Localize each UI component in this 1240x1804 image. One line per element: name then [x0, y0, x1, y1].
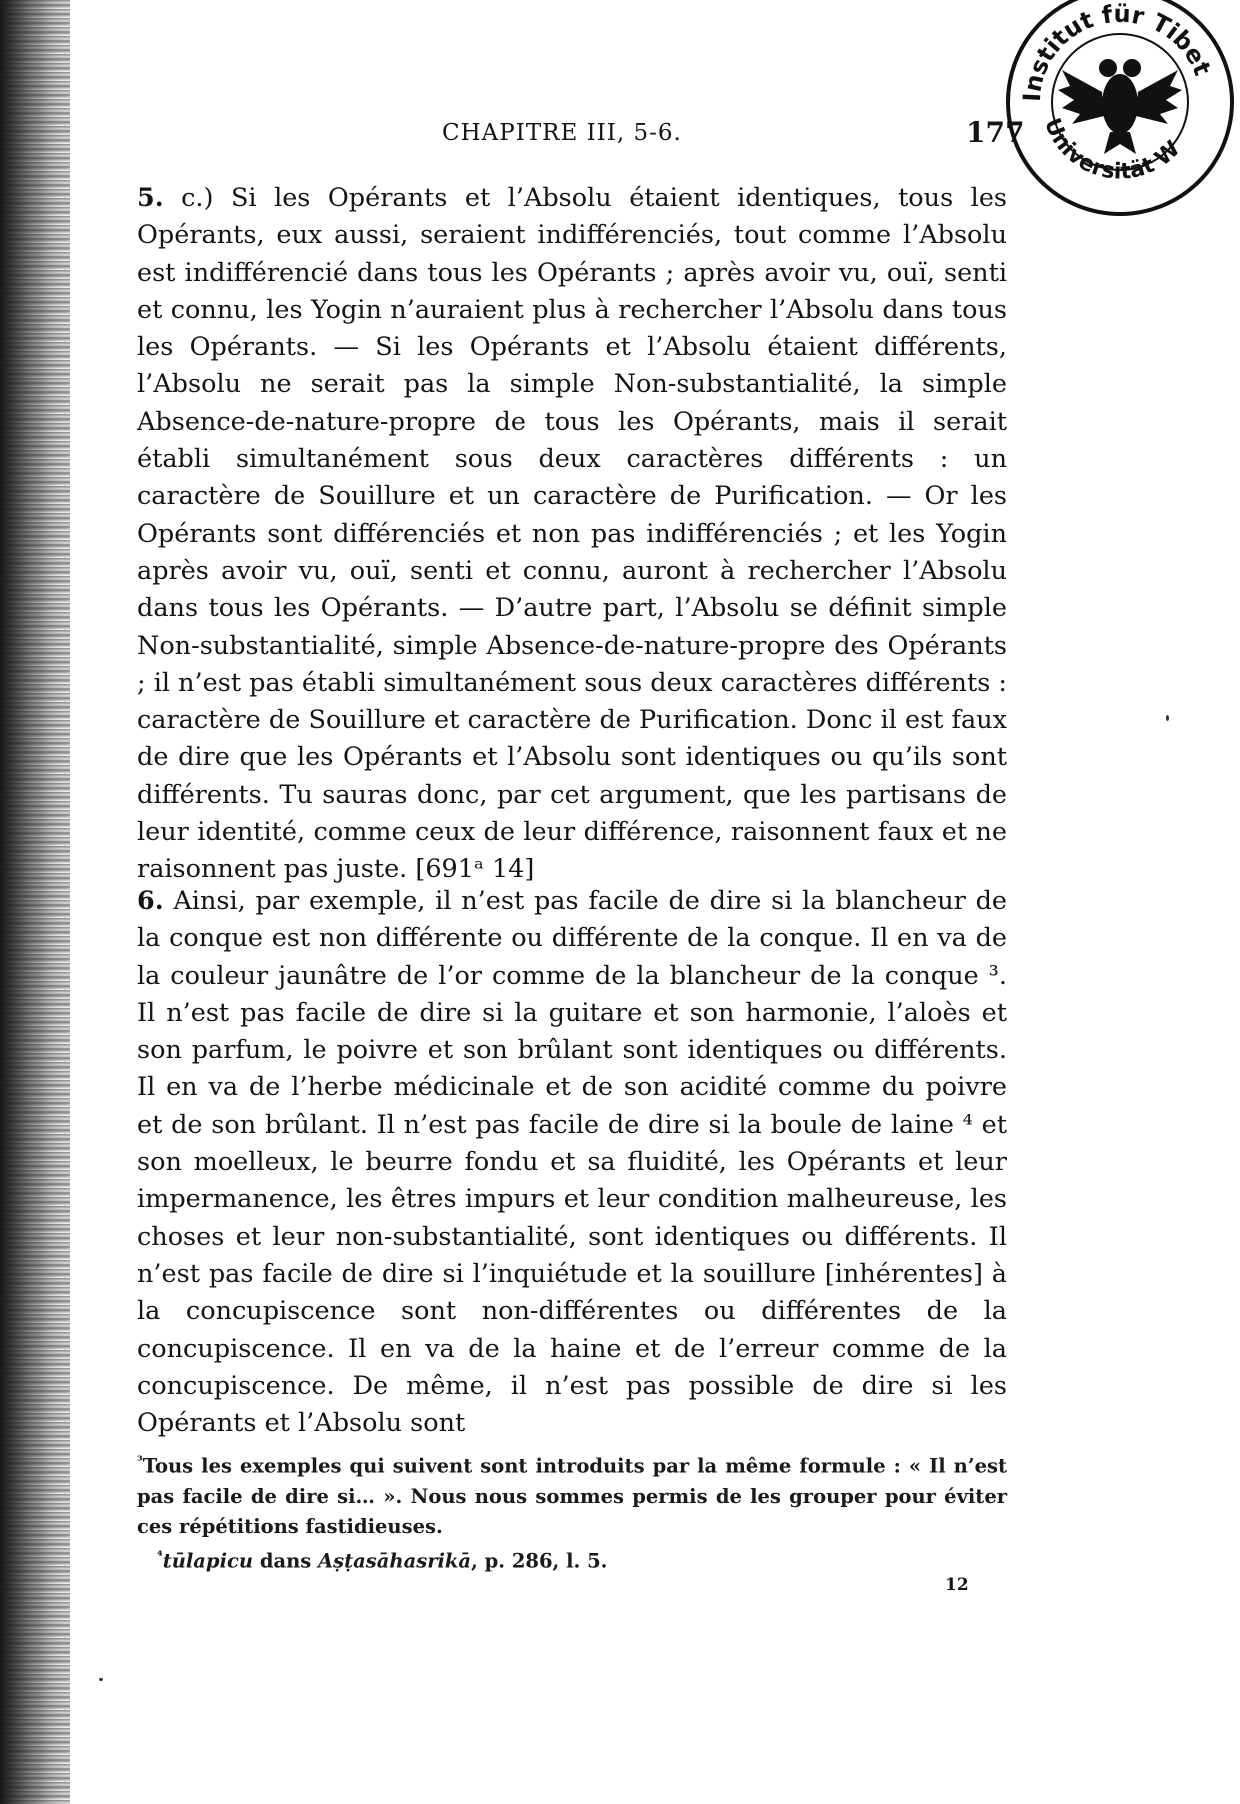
paragraph-text: c.) Si les Opérants et l’Absolu étaient identiques, tous les Opérants, eux aussi, seraient indifférenciés, tout comme l’Absolu est indifférencié dans tous les Opérants ; après avoir vu, ouï, senti et connu, les Yogin n’auraient plus à rechercher l’Absolu dans tous les Opérants. — Si les Opérants et l’Absolu étaient différents, l’Absolu ne serait pas la simple Non-substantialité, la simple Absence-de-nature-propre de tous les Opérants, mais il serait établi simultanément sous deux caractères différents : un caractère de Souillure et un caractère de Purification. — Or les Opérants sont différenciés et non pas indifférenciés ; et les Yogin après avoir vu, ouï, senti et connu, auront à rechercher l’Absolu dans tous les Opérants. — D’autre part, l’Absolu se définit simple Non-substantialité, simple Absence-de-nature-propre des Opérants ; il n’est pas établi simultanément sous deux caractères différents : caractère de Souillure et caractère de Purification. Donc il est faux de dire que les Opérants et l’Absolu sont identiques ou qu’ils sont différents. Tu sauras donc, par cet argument, que les partisans de leur identité, comme ceux de leur différence, raisonnent faux et ne raisonnent pas juste. [691ᵃ 14] — [137, 183, 1007, 885]
scanned-page-edge — [0, 0, 70, 1804]
scan-speck — [1166, 715, 1169, 721]
double-headed-eagle-icon — [1058, 59, 1182, 154]
paragraph-number: 5. — [137, 183, 164, 213]
library-stamp — [1000, 0, 1240, 222]
scan-speck — [99, 1678, 103, 1681]
footnote-source-title: Aṣṭasāhasrikā — [318, 1549, 472, 1572]
footnote-mark: ³ — [137, 1454, 143, 1469]
signature-number: 12 — [945, 1575, 969, 1595]
footnote-mark: ⁴ — [157, 1548, 163, 1564]
paragraph-number: 6. — [137, 886, 164, 916]
footnote-term: tūlapicu — [162, 1549, 254, 1572]
footnote-3 — [137, 1447, 1007, 1542]
page-number: 177 — [966, 116, 1025, 149]
paragraph-5 — [137, 180, 1007, 889]
footnote-text: , p. 286, l. 5. — [471, 1549, 608, 1572]
paragraph-text: Ainsi, par exemple, il n’est pas facile de dire si la blancheur de la conque est non différente ou différente de la conque. Il en va de la couleur jaunâtre de l’or comme de la blancheur de la conque ³. Il n’est pas facile de dire si la guitare et son harmonie, l’aloès et son parfum, le poivre et son brûlant sont identiques ou différents. Il en va de l’herbe médicinale et de son acidité comme du poivre et de son brûlant. Il n’est pas facile de dire si la boule de laine ⁴ et son moelleux, le beurre fondu et sa fluidité, les Opérants et leur impermanence, les êtres impurs et leur condition malheureuse, les choses et leur non-substantialité, sont identiques ou différents. Il n’est pas facile de dire si l’inquiétude et la souillure [inhérentes] à la concupiscence sont non-différentes ou différentes de la concupiscence. Il en va de la haine et de l’erreur comme de la concupiscence. De même, il n’est pas possible de dire si les Opérants et l’Absolu sont — [137, 886, 1007, 1439]
footnote-text: dans — [253, 1549, 319, 1572]
footnotes — [137, 1447, 1007, 1576]
footnote-text: Tous les exemples qui suivent sont introduits par la même formule : « Il n’est pas facile de dire si… ». Nous nous sommes permis de les grouper pour éviter ces répétitions fastidieuses. — [137, 1454, 1007, 1538]
paragraph-6 — [137, 883, 1007, 1442]
footnote-4 — [137, 1542, 1007, 1577]
running-header: CHAPITRE III, 5-6. — [442, 120, 682, 146]
stamp-bottom-text: Universität W — [1038, 114, 1186, 185]
stamp-top-text: Institut für Tibet — [1017, 0, 1217, 103]
